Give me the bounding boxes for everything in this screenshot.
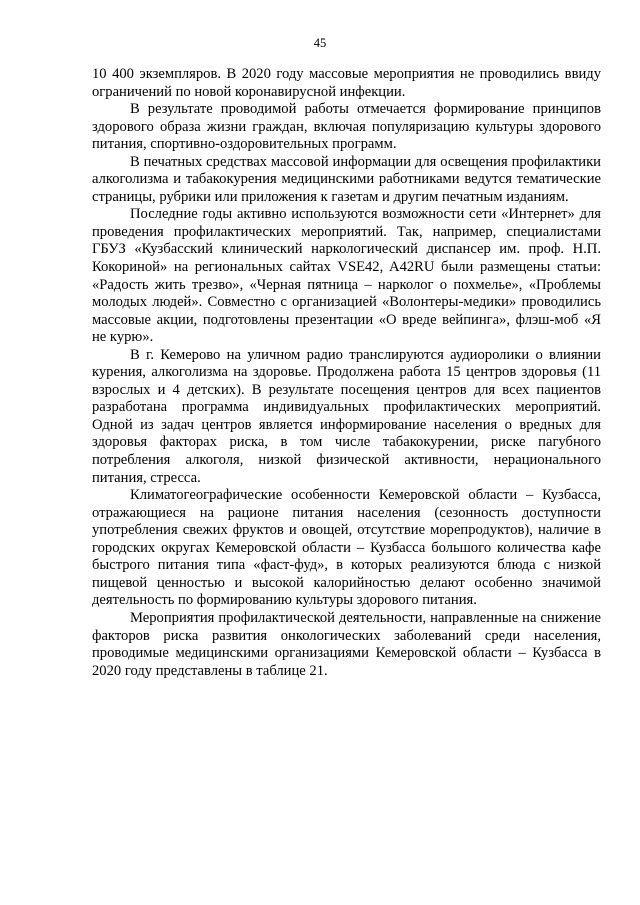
paragraph-continued: 10 400 экземпляров. В 2020 году массовые мероприятия не проводились ввиду ограничений по новой коронавирусной инфекции. bbox=[92, 66, 601, 100]
paragraph-climate-nutrition: Климатогеографические особенности Кемеровской области – Кузбасса, отражающиеся на рационе питания населения (сезонность доступности употребления свежих фруктов и овощей, отсутствие морепродуктов), наличие в городских округах Кемеровской области – Кузбасса большого количества кафе быстрого питания типа «фаст-фуд», в которых реализуются блюда с низкой пищевой ценностью и высокой калорийностью делают особенно значимой деятельность по формированию культуры здорового питания. bbox=[92, 487, 601, 609]
paragraph-oncology-prevention: Мероприятия профилактической деятельности, направленные на снижение факторов риска развития онкологических заболеваний среди населения, проводимые медицинскими организациями Кемеровской области – Кузбасса в 2020 году представлены в таблице 21. bbox=[92, 609, 601, 679]
paragraph-health-centers: В г. Кемерово на уличном радио транслируются аудиоролики о влиянии курения, алкоголизма на здоровье. Продолжена работа 15 центров здоровья (11 взрослых и 4 детских). В результате посещения центров для всех пациентов разработана программа индивидуальных профилактических мероприятий. Одной из задач центров является информирование населения о вредных для здоровья факторах риска, в том числе табакокурении, риске пагубного потребления алкоголя, низкой физической активности, нерационального питания, стресса. bbox=[92, 346, 601, 486]
paragraph-internet: Последние годы активно используются возможности сети «Интернет» для проведения профилактических мероприятий. Так, например, специалистами ГБУЗ «Кузбасский клинический наркологический диспансер им. проф. Н.П. Кокориной» на региональных сайтах VSE42, A42RU были размещены статьи: «Радость жить трезво», «Черная пятница – нарколог о похмелье», «Проблемы молодых людей». Совместно с организацией «Волонтеры-медики» проводились массовые акции, подготовлены презентации «О вреде вейпинга», флэш-моб «Я не курю». bbox=[92, 206, 601, 346]
paragraph-print-media: В печатных средствах массовой информации для освещения профилактики алкоголизма и табакокурения медицинскими работниками ведутся тематические страницы, рубрики или приложения к газетам и другим печатным изданиям. bbox=[92, 153, 601, 205]
page-number: 45 bbox=[313, 36, 327, 50]
document-body bbox=[92, 66, 601, 680]
paragraph-healthy-lifestyle: В результате проводимой работы отмечается формирование принципов здорового образа жизни граждан, включая популяризацию культуры здорового питания, спортивно-оздоровительных программ. bbox=[92, 101, 601, 153]
